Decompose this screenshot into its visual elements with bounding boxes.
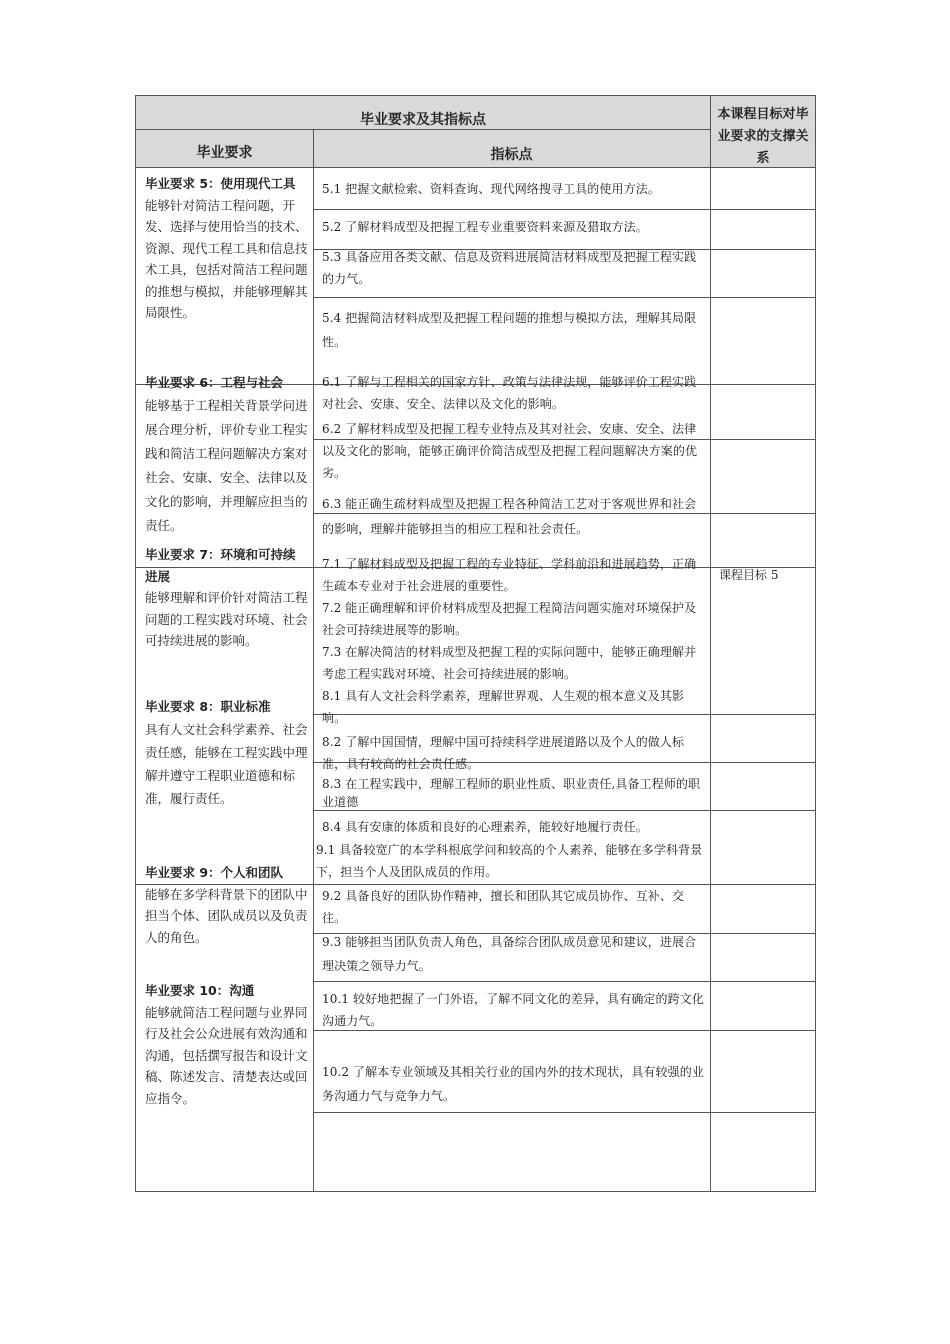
indicator-9-2: 9.2 具备良好的团队协作精神，擅长和团队其它成员协作、互补、交往。 bbox=[322, 889, 685, 925]
indicator-6-2: 6.2 了解材料成型及把握工程专业特点及其对社会、安康、安全、法律以及文化的影响，能够正确评价简洁成型及把握工程问题解决方案的优劣。 bbox=[322, 422, 698, 480]
header-support: 本课程目标对毕业要求的支撑关系 bbox=[717, 107, 809, 166]
requirement-body: 能够在多学科背景下的团队中担当个体、团队成员以及负责人的角色。 bbox=[145, 886, 308, 945]
indicator-7-1: 7.1 了解材料成型及把握工程的专业特征、学科前沿和进展趋势，正确生疏本专业对于社会进展的重要性。 bbox=[322, 557, 697, 593]
requirement-body: 能够理解和评价针对简洁工程问题的工程实践对环境、社会可持续进展的影响。 bbox=[145, 590, 308, 648]
indicator-8-1: 8.1 具有人文社会科学素养，理解世界观、人生观的根本意义及其影响。 bbox=[322, 689, 685, 725]
header-main: 毕业要求及其指标点 bbox=[360, 112, 486, 128]
indicator-5-4: 5.4 把握简洁材料成型及把握工程问题的推想与模拟方法，理解其局限性。 bbox=[322, 311, 697, 349]
indicator-7-2: 7.2 能正确理解和评价材料成型及把握工程简洁问题实施对环境保护及社会可持续进展等的影响。 bbox=[322, 601, 697, 637]
indicator-5-2: 5.2 了解材料成型及把握工程专业重要资料来源及猎取方法。 bbox=[322, 220, 648, 234]
indicator-5-1: 5.1 把握文献检索、资料查询、现代网络搜寻工具的使用方法。 bbox=[322, 182, 660, 196]
requirement-title: 毕业要求 6：工程与社会 bbox=[145, 375, 284, 390]
requirement-7 bbox=[145, 544, 308, 652]
indicator-10-1: 10.1 较好地把握了一门外语，了解不同文化的差异，具有确定的跨文化沟通力气。 bbox=[322, 992, 704, 1028]
row-line bbox=[313, 209, 815, 210]
requirement-8 bbox=[145, 696, 308, 810]
indicator-6-3: 6.3 能正确生疏材料成型及把握工程各种简洁工艺对于客观世界和社会的影响，理解并能够担当的相应工程和社会责任。 bbox=[322, 497, 697, 536]
requirement-body: 能够基于工程相关背景学问进展合理分析，评价专业工程实践和简洁工程问题解决方案对社会、安康、安全、法律以及文化的影响，并理解应担当的责任。 bbox=[145, 397, 308, 533]
requirement-10 bbox=[145, 980, 308, 1109]
row-line bbox=[313, 981, 815, 982]
col-divider-2 bbox=[710, 96, 711, 1192]
indicator-5-3: 5.3 具备应用各类文献、信息及资料进展简洁材料成型及把握工程实践的力气。 bbox=[322, 250, 697, 286]
requirement-body: 能够就简洁工程问题与业界同行及社会公众进展有效沟通和沟通，包括撰写报告和设计文稿、陈述发言、清楚表达或回应指令。 bbox=[145, 1004, 308, 1106]
indicator-9-3: 9.3 能够担当团队负责人角色，具备综合团队成员意见和建议，进展合理决策之领导力气。 bbox=[322, 935, 697, 973]
requirement-body: 能够针对简洁工程问题，开发、选择与使用恰当的技术、资源、现代工程工具和信息技术工具，包括对简洁工程问题的推想与模拟，并能够理解其局限性。 bbox=[145, 197, 308, 320]
indicator-8-4: 8.4 具有安康的体质和良好的心理素养，能较好地履行责任。 bbox=[322, 820, 648, 834]
indicator-7-3: 7.3 在解决简洁的材料成型及把握工程的实际问题中，能够正确理解并考虑工程实践对环境、社会可持续进展的影响。 bbox=[322, 645, 697, 681]
requirement-6 bbox=[145, 372, 308, 538]
requirement-9 bbox=[145, 862, 308, 948]
requirement-title: 毕业要求 5：使用现代工具 bbox=[145, 176, 296, 191]
requirement-title: 毕业要求 8：职业标准 bbox=[145, 699, 271, 714]
row-line bbox=[313, 297, 815, 298]
requirement-title: 毕业要求 7：环境和可持续进展 bbox=[145, 547, 296, 584]
indicator-10-2: 10.2 了解本专业领域及其相关行业的国内外的技术现状，具有较强的业务沟通力气与竞争力气。 bbox=[322, 1065, 704, 1103]
header-requirement: 毕业要求 bbox=[196, 145, 253, 161]
requirement-body: 具有人文社会科学素养、社会责任感，能够在工程实践中理解并遵守工程职业道德和标准，履行责任。 bbox=[145, 721, 308, 806]
row-line bbox=[313, 1112, 815, 1113]
col-divider-1 bbox=[313, 130, 314, 1192]
header-divider bbox=[136, 129, 710, 130]
requirement-5 bbox=[145, 173, 308, 324]
indicator-6-1: 6.1 了解与工程相关的国家方针、政策与法律法规，能够评价工程实践对社会、安康、安全、法律以及文化的影响。 bbox=[322, 375, 697, 411]
header-indicator: 指标点 bbox=[490, 147, 533, 163]
requirement-title: 毕业要求 10：沟通 bbox=[145, 983, 255, 998]
indicator-9-1: 9.1 具备较宽广的本学科根底学问和较高的个人素养，能够在多学科背景下，担当个人及团队成员的作用。 bbox=[316, 843, 703, 879]
course-target-label: 课程目标 5 bbox=[719, 568, 779, 582]
indicator-8-3: 8.3 在工程实践中，理解工程师的职业性质、职业责任,具备工程师的职业道德 bbox=[322, 777, 701, 809]
header-bottom bbox=[136, 167, 815, 168]
indicator-8-2: 8.2 了解中国国情，理解中国可持续科学进展道路以及个人的做人标准，具有较高的社会责任感。 bbox=[322, 735, 685, 771]
requirement-title: 毕业要求 9：个人和团队 bbox=[145, 865, 284, 880]
